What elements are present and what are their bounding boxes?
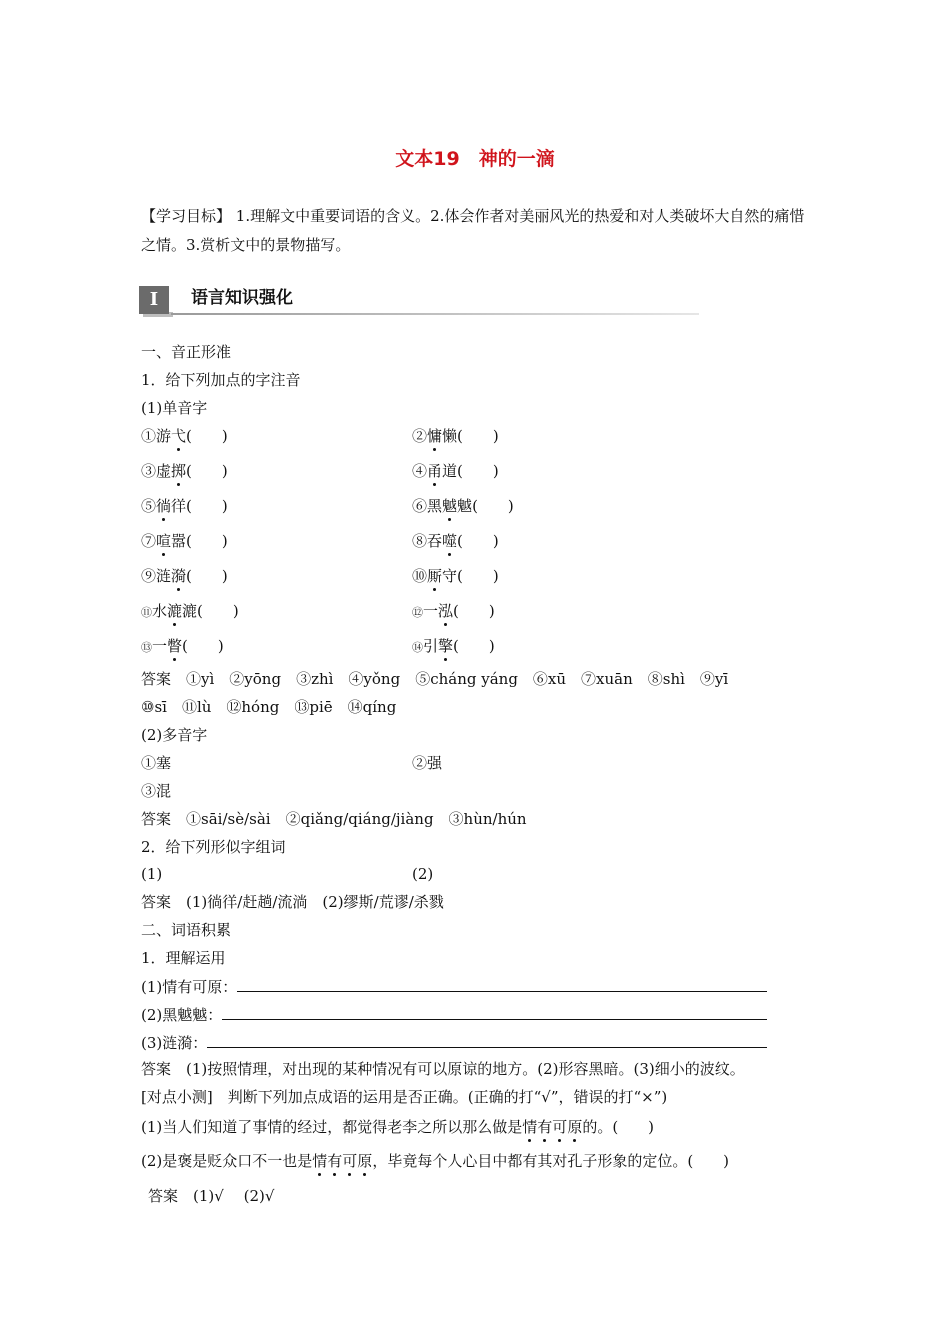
objectives-text: 1.理解文中重要词语的含义。2.体会作者对美丽风光的热爱和对人类破坏大自然的痛惜之情。3.赏析文中的景物描写。 (141, 207, 805, 254)
answer-3 (141, 892, 444, 912)
answer-1-line2: ⑩sī ⑪lù ⑫hóng ⑬piē ⑭qíng (141, 698, 397, 716)
answer-label: 答案 (141, 893, 172, 911)
item-text: 守 (442, 567, 458, 585)
answer-3-text: (1)徜徉/赶趟/流淌 (2)缪斯/荒谬/杀戮 (186, 893, 444, 911)
answer-label: 答案 (141, 670, 172, 688)
item-number: ⑥ (412, 497, 428, 515)
final-answer (148, 1186, 274, 1206)
dotted-char: 徜 (156, 497, 172, 515)
question-1: 1．给下列加点的字注音 (141, 371, 301, 389)
item-number: ② (412, 427, 428, 445)
dotted-char: 有 (327, 1152, 343, 1170)
poly-item-1: ①塞 (141, 754, 172, 772)
dotted-char: 魆 (442, 497, 458, 515)
pinyin-item (412, 426, 499, 446)
section-title: 语言知识强化 (191, 288, 293, 308)
term-row-1 (141, 976, 767, 997)
dotted-char: 可 (342, 1152, 358, 1170)
pinyin-item (141, 601, 239, 623)
pinyin-item (412, 496, 514, 516)
quiz-item-1 (141, 1117, 654, 1137)
q2-part-1: (1) (141, 865, 163, 883)
dotted-idiom (312, 1152, 372, 1170)
item-number: ④ (412, 462, 428, 480)
quiz-text-pre: (2)是褒是贬众口不一也是 (141, 1152, 313, 1170)
quiz-text-post: ，毕竟每个人心目中都有其对孔子形象的定位。( ) (372, 1152, 730, 1170)
item-text: 魆 (457, 497, 473, 515)
dotted-char: 掷 (171, 462, 187, 480)
item-text: 游 (156, 427, 172, 445)
answer-blank[interactable]: ( ) (457, 427, 499, 445)
term-label: (1)情有可原： (141, 978, 238, 996)
item-number: ① (141, 427, 157, 445)
pinyin-item (412, 531, 499, 551)
item-text: 涟 (156, 567, 172, 585)
dotted-char: 漉 (167, 602, 183, 620)
answer-2-text: ①sāi/sè/sài ②qiǎng/qiáng/jiàng ③hùn/hún (186, 810, 527, 828)
pinyin-item (141, 566, 228, 586)
part2-answer-text: (1)按照情理，对出现的某种情况有可以原谅的地方。(2)形容黑暗。(3)细小的波纹。 (186, 1060, 745, 1078)
item-number: ⑤ (141, 497, 157, 515)
item-text: 一 (152, 637, 168, 655)
dotted-char: 擎 (438, 637, 454, 655)
answer-blank[interactable]: ( ) (186, 497, 228, 515)
answer-blank[interactable]: ( ) (472, 497, 514, 515)
answer-blank[interactable]: ( ) (453, 602, 495, 620)
pinyin-item (412, 601, 495, 623)
quiz-text-post: 的。( ) (582, 1118, 655, 1136)
sub-single-char: (1)单音字 (141, 399, 208, 417)
answer-blank[interactable]: ( ) (186, 532, 228, 550)
item-text: 漉 (182, 602, 198, 620)
item-text: 吞 (427, 532, 443, 550)
answer-blank[interactable]: ( ) (186, 462, 228, 480)
item-number: ⑨ (141, 567, 157, 585)
answer-1 (141, 669, 728, 689)
item-number: ⑫ (412, 606, 423, 619)
dotted-char: 弋 (171, 427, 187, 445)
dotted-char: 甬 (427, 462, 443, 480)
dotted-char: 情 (312, 1152, 328, 1170)
part1-heading: 一、音正形准 (141, 343, 232, 361)
item-text: 徉 (171, 497, 187, 515)
pinyin-item (141, 496, 228, 516)
quiz-text-pre: (1)当人们知道了事情的经过，都觉得老李之所以那么做是 (141, 1118, 523, 1136)
dotted-char: 厮 (427, 567, 443, 585)
poly-item-2: ②强 (412, 754, 443, 772)
objectives-label: 【学习目标】 (141, 207, 232, 225)
answer-blank[interactable]: ( ) (186, 427, 228, 445)
item-text: 懒 (442, 427, 458, 445)
question-2: 2．给下列形似字组词 (141, 838, 286, 856)
part2-answer (141, 1059, 745, 1079)
answer-blank[interactable]: ( ) (197, 602, 239, 620)
term-label: (3)涟漪： (141, 1034, 208, 1052)
item-text: 嚣 (171, 532, 187, 550)
item-text: 虚 (156, 462, 172, 480)
answer-blank[interactable]: ( ) (453, 637, 495, 655)
item-text: 水 (152, 602, 168, 620)
dotted-char: 原 (357, 1152, 373, 1170)
item-number: ⑧ (412, 532, 428, 550)
answer-1-line1: ①yì ②yōng ③zhì ④yǒng ⑤cháng yáng ⑥xū ⑦xuān ⑧shì ⑨yī (186, 670, 729, 688)
section-badge: I (139, 286, 169, 314)
answer-blank[interactable]: ( ) (182, 637, 224, 655)
pinyin-item (412, 461, 499, 481)
dotted-char: 瞥 (167, 637, 183, 655)
dotted-char: 漪 (171, 567, 187, 585)
answer-blank[interactable]: ( ) (457, 462, 499, 480)
pinyin-item (412, 636, 495, 658)
answer-label: 答案 (148, 1187, 179, 1205)
fill-blank-line[interactable] (222, 1004, 767, 1020)
item-text: 一 (423, 602, 439, 620)
section-header (139, 286, 699, 316)
sub-polyphone: (2)多音字 (141, 726, 208, 744)
pinyin-item (141, 531, 228, 551)
dotted-char: 慵 (427, 427, 443, 445)
quiz-instruction (141, 1087, 667, 1107)
q2-part-2: (2) (412, 865, 434, 883)
answer-label: 答案 (141, 1060, 172, 1078)
dotted-char: 情 (522, 1118, 538, 1136)
item-number: ⑬ (141, 641, 152, 654)
quiz-item-2 (141, 1151, 729, 1171)
answer-2 (141, 809, 527, 829)
term-row-3 (141, 1032, 767, 1053)
dotted-char: 泓 (438, 602, 454, 620)
quiz-label: [对点小测] (141, 1088, 213, 1106)
pinyin-item (412, 566, 499, 586)
answer-blank[interactable]: ( ) (457, 532, 499, 550)
learning-objectives (141, 202, 813, 260)
item-number: ⑩ (412, 567, 428, 585)
item-number: ⑦ (141, 532, 157, 550)
part2-heading: 二、词语积累 (141, 921, 232, 939)
pinyin-item (141, 461, 228, 481)
poly-item-3: ③混 (141, 782, 172, 800)
term-row-2 (141, 1004, 767, 1025)
dotted-char: 可 (552, 1118, 568, 1136)
answer-label: 答案 (141, 810, 172, 828)
answer-blank[interactable]: ( ) (457, 567, 499, 585)
quiz-text: 判断下列加点成语的运用是否正确。(正确的打“√”，错误的打“×”) (227, 1088, 668, 1106)
item-number: ⑪ (141, 606, 152, 619)
item-text: 引 (423, 637, 439, 655)
pinyin-item (141, 426, 228, 446)
dotted-idiom (522, 1118, 582, 1136)
final-answer-text: (1)√ (2)√ (193, 1187, 275, 1205)
item-text: 黑 (427, 497, 443, 515)
item-number: ③ (141, 462, 157, 480)
item-text: 道 (442, 462, 458, 480)
page-title: 文本19 神的一滴 (395, 148, 555, 170)
part2-question-1: 1．理解运用 (141, 949, 226, 967)
dotted-char: 喧 (156, 532, 172, 550)
dotted-char: 原 (567, 1118, 583, 1136)
fill-blank-line[interactable] (237, 976, 767, 992)
item-number: ⑭ (412, 641, 423, 654)
pinyin-item (141, 636, 224, 658)
section-underline (171, 313, 699, 315)
dotted-char: 有 (537, 1118, 553, 1136)
dotted-char: 噬 (442, 532, 458, 550)
answer-blank[interactable]: ( ) (186, 567, 228, 585)
term-label: (2)黑魆魆： (141, 1006, 223, 1024)
fill-blank-line[interactable] (207, 1032, 767, 1048)
